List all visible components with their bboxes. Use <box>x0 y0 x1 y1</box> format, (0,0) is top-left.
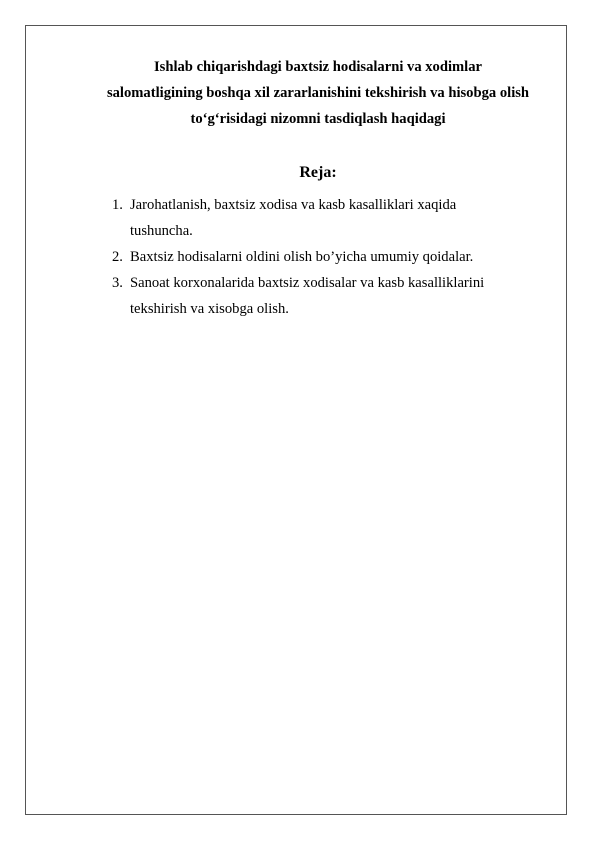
plan-heading: Reja: <box>299 164 337 181</box>
title-line-2: salomatligining boshqa xil zararlanishini tekshirish va hisobga olish <box>106 85 530 101</box>
plan-item-1 <box>112 192 542 244</box>
plan-item-3 <box>112 270 542 322</box>
title-line-3: to‘g‘risidagi nizomni tasdiqlash haqidagi <box>190 111 446 127</box>
plan-item-text-line: Baxtsiz hodisalarni oldini olish bo’yicha umumiy qoidalar. <box>130 249 474 265</box>
plan-list <box>112 192 542 322</box>
plan-item-2 <box>112 244 542 270</box>
title-line-1: Ishlab chiqarishdagi baxtsiz hodisalarni va xodimlar <box>153 59 483 75</box>
plan-item-text-line: Sanoat korxonalarida baxtsiz xodisalar va kasb kasalliklarini <box>130 275 485 291</box>
plan-item-text-line: tekshirish va xisobga olish. <box>130 301 289 317</box>
plan-item-number: 3. <box>112 275 123 291</box>
plan-item-number: 1. <box>112 197 123 213</box>
page-border <box>25 25 567 815</box>
plan-item-number: 2. <box>112 249 123 265</box>
plan-item-text-line: tushuncha. <box>130 223 193 239</box>
plan-item-text-line: Jarohatlanish, baxtsiz xodisa va kasb kasalliklari xaqida <box>130 197 457 213</box>
document-title <box>60 54 576 132</box>
